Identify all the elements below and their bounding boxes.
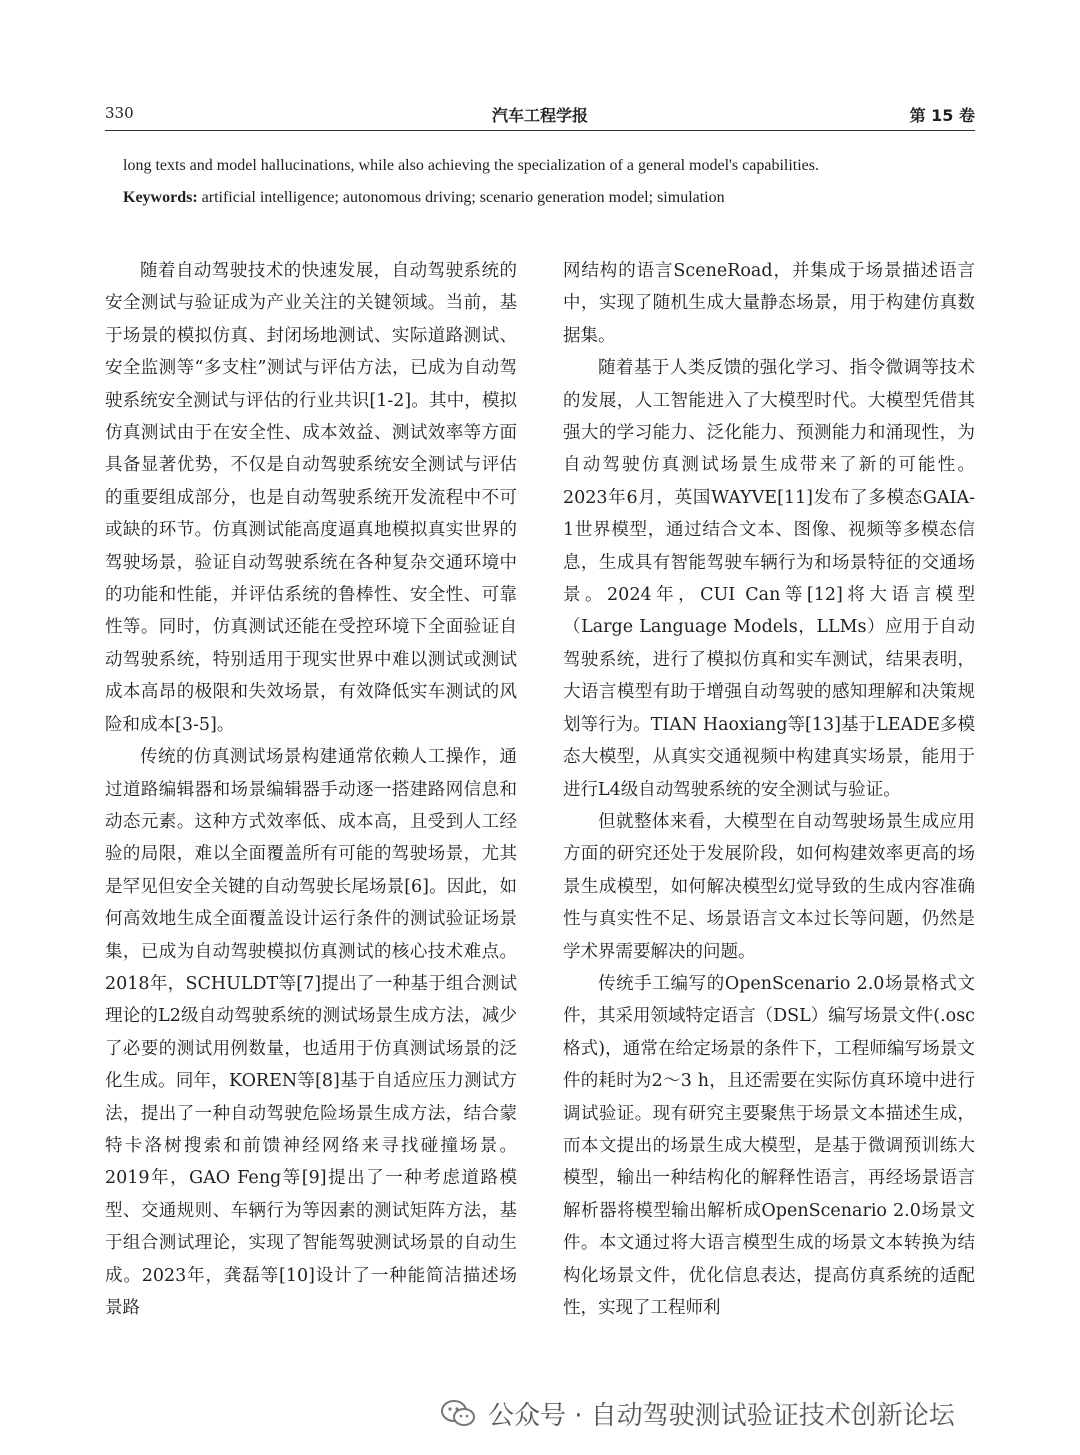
right-column bbox=[563, 255, 975, 1324]
volume-label: 第 15 卷 bbox=[909, 106, 975, 125]
watermark-text: 公众号 · 自动驾驶测试验证技术创新论坛 bbox=[488, 1401, 955, 1431]
paragraph: 网结构的语言SceneRoad，并集成于场景描述语言中，实现了随机生成大量静态场景，用于构建仿真数据集。 bbox=[563, 261, 975, 346]
keywords-label: Keywords: bbox=[123, 189, 198, 206]
keywords-text: artificial intelligence; autonomous driving; scenario generation model; simulation bbox=[201, 189, 725, 206]
abstract-line: long texts and model hallucinations, while also achieving the specialization of a general model's capabilities. bbox=[123, 157, 820, 174]
keywords-line bbox=[123, 182, 819, 214]
page-number: 330 bbox=[105, 104, 134, 122]
watermark bbox=[440, 1395, 955, 1432]
journal-title: 汽车工程学报 bbox=[491, 106, 588, 125]
paragraph: 传统手工编写的OpenScenario 2.0场景格式文件，其采用领域特定语言（DSL）编写场景文件(.osc格式)，通常在给定场景的条件下，工程师编写场景文件的耗时为2～3 h，且还需要在实际仿真环境中进行调试验证。现有研究主要聚焦于场景文本描述生成，而本文提出的场景生成大模型，是基于微调预训练大模型，输出一种结构化的解释性语言，再经场景语言解析器将模型输出解析成OpenScenario 2.0场景文件。本文通过将大语言模型生成的场景文本转换为结构化场景文件，优化信息表达，提高仿真系统的适配性，实现了工程师利 bbox=[563, 973, 975, 1318]
wechat-icon bbox=[440, 1399, 476, 1429]
paragraph: 随着自动驾驶技术的快速发展，自动驾驶系统的安全测试与验证成为产业关注的关键领域。当前，基于场景的模拟仿真、封闭场地测试、实际道路测试、安全监测等“多支柱”测试与评估方法，已成为自动驾驶系统安全测试与评估的行业共识[1-2]。其中，模拟仿真测试由于在安全性、成本效益、测试效率等方面具备显著优势，不仅是自动驾驶系统安全测试与评估的重要组成部分，也是自动驾驶系统开发流程中不可或缺的环节。仿真测试能高度逼真地模拟真实世界的驾驶场景，验证自动驾驶系统在各种复杂交通环境中的功能和性能，并评估系统的鲁棒性、安全性、可靠性等。同时，仿真测试还能在受控环境下全面验证自动驾驶系统，特别适用于现实世界中难以测试或测试成本高昂的极限和失效场景，有效降低实车测试的风险和成本[3-5]。 bbox=[105, 261, 517, 735]
paragraph: 但就整体来看，大模型在自动驾驶场景生成应用方面的研究还处于发展阶段，如何构建效率更高的场景生成模型，如何解决模型幻觉导致的生成内容准确性与真实性不足、场景语言文本过长等问题，仍然是学术界需要解决的问题。 bbox=[563, 811, 975, 962]
abstract-tail bbox=[123, 150, 819, 214]
paragraph: 传统的仿真测试场景构建通常依赖人工操作，通过道路编辑器和场景编辑器手动逐一搭建路网信息和动态元素。这种方式效率低、成本高，且受到人工经验的局限，难以全面覆盖所有可能的驾驶场景，尤其是罕见但安全关键的自动驾驶长尾场景[6]。因此，如何高效地生成全面覆盖设计运行条件的测试验证场景集，已成为自动驾驶模拟仿真测试的核心技术难点。2018年，SCHULDT等[7]提出了一种基于组合测试理论的L2级自动驾驶系统的测试场景生成方法，减少了必要的测试用例数量，也适用于仿真测试场景的泛化生成。同年，KOREN等[8]基于自适应压力测试方法，提出了一种自动驾驶危险场景生成方法，结合蒙特卡洛树搜索和前馈神经网络来寻找碰撞场景。2019年，GAO Feng等[9]提出了一种考虑道路模型、交通规则、车辆行为等因素的测试矩阵方法，基于组合测试理论，实现了智能驾驶测试场景的自动生成。2023年，龚磊等[10]设计了一种能简洁描述场景路 bbox=[105, 747, 517, 1318]
page-header bbox=[105, 100, 975, 131]
paragraph: 随着基于人类反馈的强化学习、指令微调等技术的发展，人工智能进入了大模型时代。大模型凭借其强大的学习能力、泛化能力、预测能力和涌现性，为自动驾驶仿真测试场景生成带来了新的可能性。2023年6月，英国WAYVE[11]发布了多模态GAIA-1世界模型，通过结合文本、图像、视频等多模态信息，生成具有智能驾驶车辆行为和场景特征的交通场景。2024年，CUI Can等[12]将大语言模型（Large Language Models，LLMs）应用于自动驾驶系统，进行了模拟仿真和实车测试，结果表明，大语言模型有助于增强自动驾驶的感知理解和决策规划等行为。TIAN Haoxiang等[13]基于LEADE多模态大模型，从真实交通视频中构建真实场景，能用于进行L4级自动驾驶系统的安全测试与验证。 bbox=[563, 358, 975, 800]
left-column bbox=[105, 255, 517, 1324]
